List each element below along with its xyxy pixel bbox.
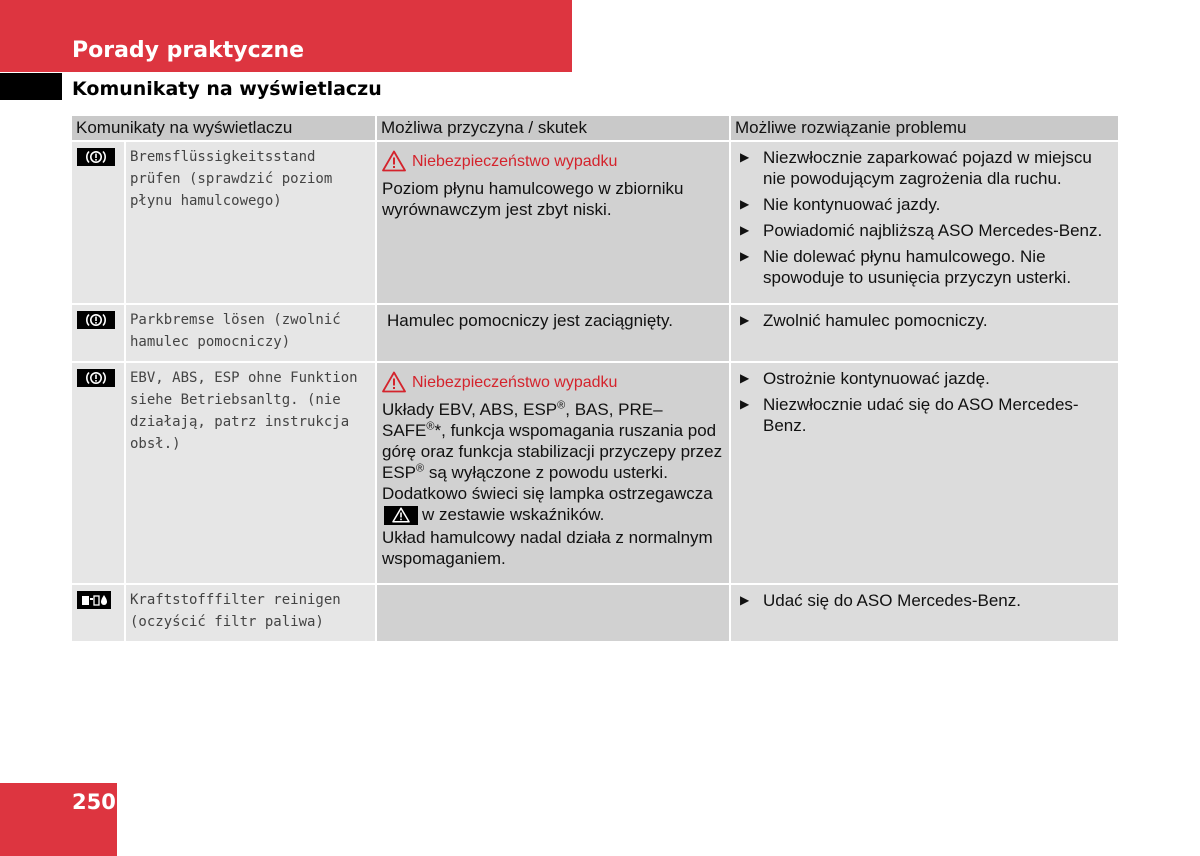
danger-label: Niebezpieczeństwo wypadku <box>412 373 618 391</box>
solution-item: ▶ Nie kontynuować jazdy. <box>736 194 1113 215</box>
column-header-message: Komunikaty na wyświetlaczu <box>72 116 377 142</box>
cause-text: Układ hamulcowy nadal działa z normalnym wspomaganiem. <box>382 528 713 568</box>
cause-cell <box>377 363 731 585</box>
display-messages-table <box>72 116 1118 643</box>
fuel-filter-icon <box>77 591 111 609</box>
warning-triangle-icon <box>382 150 406 172</box>
solution-list <box>736 310 1113 331</box>
solution-item: ▶ Ostrożnie kontynuować jazdę. <box>736 368 1113 389</box>
solution-cell <box>731 142 1118 305</box>
cause-text: Dodatkowo świeci się lampka ostrzegawcza w zestawie wskaźników. <box>382 484 713 524</box>
solution-item: ▶ Zwolnić hamulec pomocniczy. <box>736 310 1113 331</box>
brake-warning-icon <box>77 148 115 166</box>
table-row <box>72 363 1118 585</box>
solution-list <box>736 368 1113 436</box>
solution-list <box>736 590 1113 611</box>
icon-cell <box>72 305 126 363</box>
section-title: Porady praktyczne <box>72 38 305 63</box>
solution-item: ▶ Nie dolewać płynu hamulcowego. Nie spowoduje to usunięcia przyczyn usterki. <box>736 246 1113 288</box>
brake-warning-icon <box>77 311 115 329</box>
icon-cell <box>72 585 126 643</box>
solution-item: ▶ Niezwłocznie zaparkować pojazd w miejscu nie powodującym zagrożenia dla ruchu. <box>736 147 1113 189</box>
cause-cell <box>377 142 731 305</box>
message-text: Parkbremse lösen (zwolnić hamulec pomocniczy) <box>126 305 377 363</box>
icon-cell <box>72 142 126 305</box>
brake-warning-icon <box>77 369 115 387</box>
table-header-row <box>72 116 1118 142</box>
warning-triangle-icon <box>382 371 406 393</box>
danger-label: Niebezpieczeństwo wypadku <box>412 152 618 170</box>
message-text: Kraftstofffilter reinigen (oczyścić filtr paliwa) <box>126 585 377 643</box>
danger-warning <box>382 371 724 393</box>
solution-item: ▶ Powiadomić najbliższą ASO Mercedes-Benz. <box>736 220 1113 241</box>
cause-text: Hamulec pomocniczy jest zaciągnięty. <box>387 311 673 330</box>
solution-item: ▶ Niezwłocznie udać się do ASO Mercedes-Benz. <box>736 394 1113 436</box>
danger-warning <box>382 150 724 172</box>
cause-cell <box>377 305 731 363</box>
solution-cell <box>731 363 1118 585</box>
table-row <box>72 305 1118 363</box>
subsection-title: Komunikaty na wyświetlaczu <box>72 78 382 100</box>
message-text: Bremsflüssigkeitsstand prüfen (sprawdzić poziom płynu hamulcowego) <box>126 142 377 305</box>
cause-cell <box>377 585 731 643</box>
icon-cell <box>72 363 126 585</box>
column-header-cause: Możliwa przyczyna / skutek <box>377 116 731 142</box>
cause-text: Układy EBV, ABS, ESP®, BAS, PRE–SAFE®*, funkcja wspomagania ruszania pod górę oraz funkcja stabilizacji przyczepy przez ESP® są wyłączone z powodu usterki. <box>382 399 723 482</box>
message-text: EBV, ABS, ESP ohne Funktion siehe Betriebsanltg. (nie działają, patrz instrukcja obsł.) <box>126 363 377 585</box>
table-row <box>72 585 1118 643</box>
warning-lamp-icon <box>384 506 418 525</box>
subsection-marker <box>0 73 62 100</box>
column-header-solution: Możliwe rozwiązanie problemu <box>731 116 1118 142</box>
solution-item: ▶ Udać się do ASO Mercedes-Benz. <box>736 590 1113 611</box>
solution-cell <box>731 305 1118 363</box>
solution-list <box>736 147 1113 288</box>
cause-text: Poziom płynu hamulcowego w zbiorniku wyrównawczym jest zbyt niski. <box>382 179 684 219</box>
page-number: 250 <box>72 790 116 814</box>
solution-cell <box>731 585 1118 643</box>
table-row <box>72 142 1118 305</box>
